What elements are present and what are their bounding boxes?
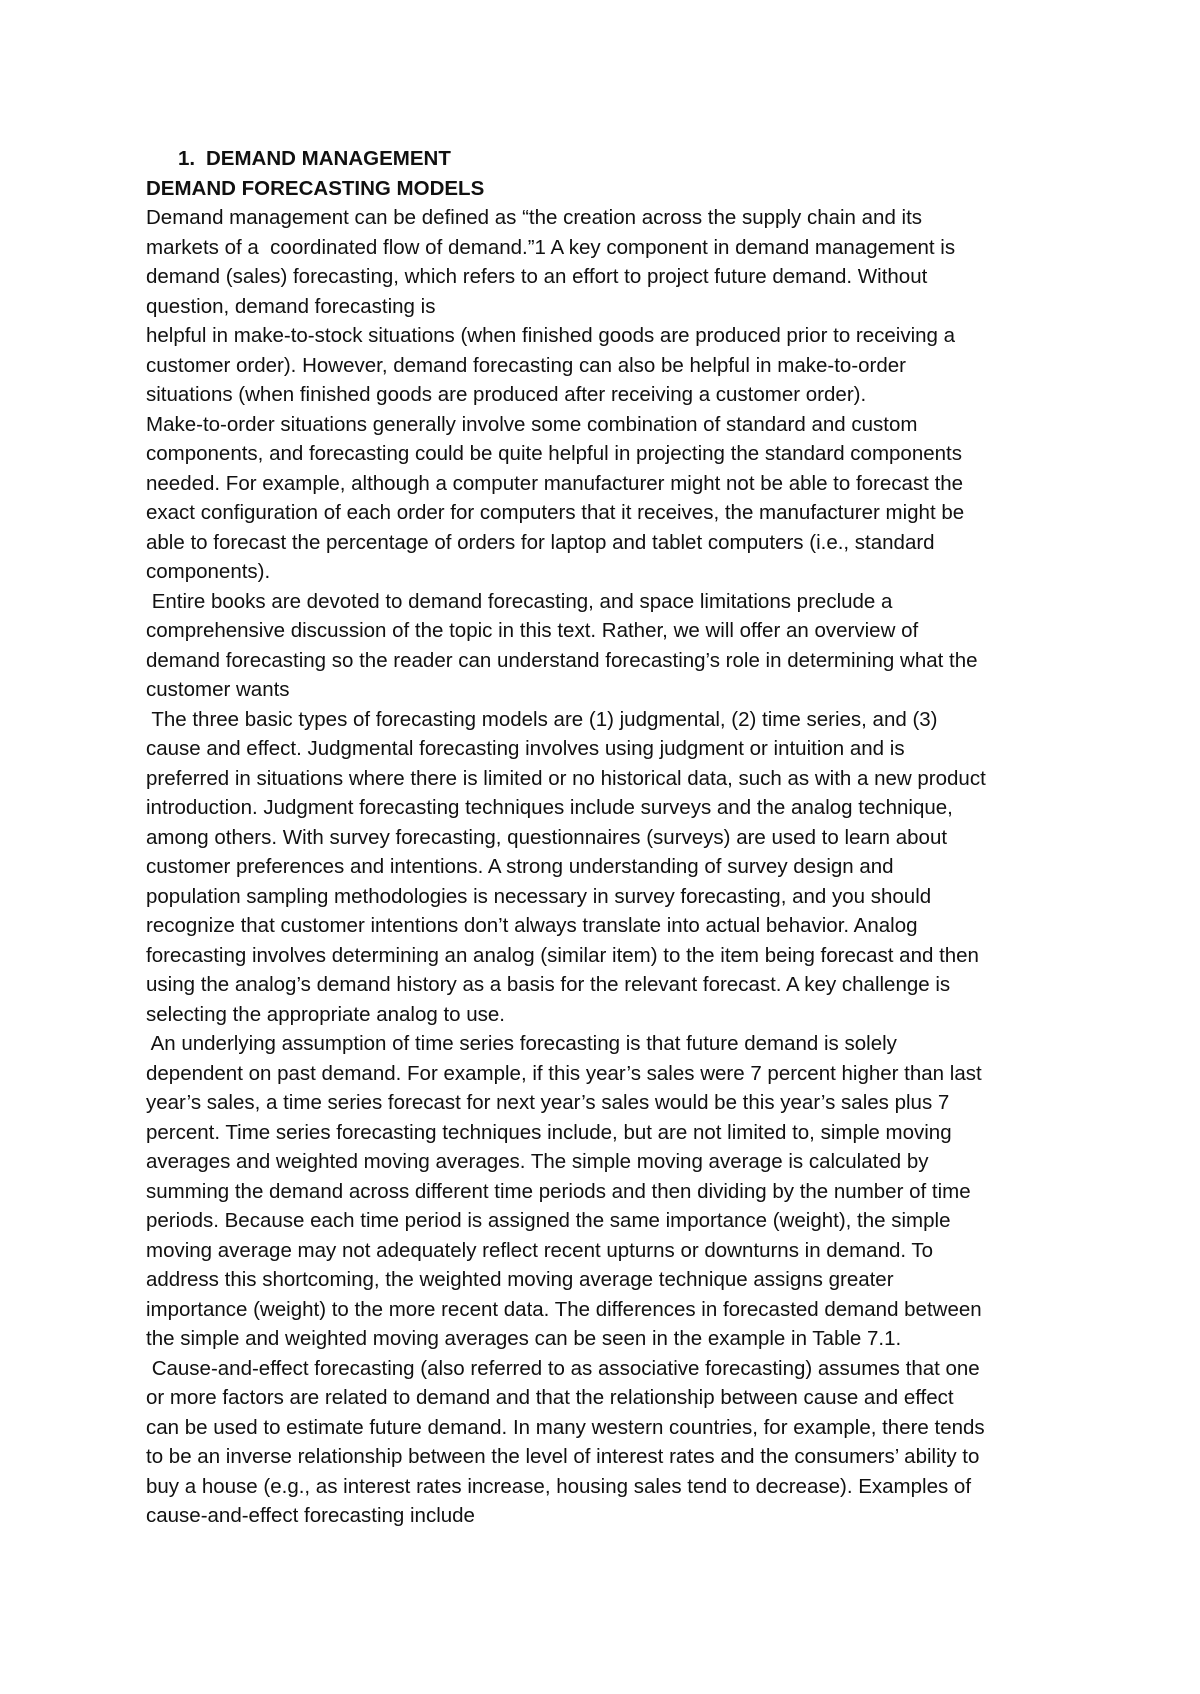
text-line: markets of a coordinated flow of demand.”1 A key component in demand management is <box>146 235 956 259</box>
text-line: among others. With survey forecasting, questionnaires (surveys) are used to learn about <box>146 825 948 849</box>
body-text <box>146 203 1076 1531</box>
text-line: percent. Time series forecasting techniques include, but are not limited to, simple moving <box>146 1120 952 1144</box>
section-number: 1. <box>178 147 196 170</box>
text-line: address this shortcoming, the weighted moving average technique assigns greater <box>146 1268 894 1291</box>
section-title: DEMAND MANAGEMENT <box>206 147 451 170</box>
text-line: Cause-and-effect forecasting (also referred to as associative forecasting) assumes that one <box>146 1356 980 1380</box>
text-line: components). <box>146 560 271 583</box>
text-line: or more factors are related to demand and that the relationship between cause and effect <box>146 1386 954 1409</box>
text-line: customer wants <box>146 678 290 701</box>
text-line: dependent on past demand. For example, if this year’s sales were 7 percent higher than last <box>146 1061 982 1085</box>
text-line: introduction. Judgment forecasting techniques include surveys and the analog technique, <box>146 796 953 819</box>
text-line: The three basic types of forecasting models are (1) judgmental, (2) time series, and (3) <box>146 707 938 731</box>
text-line: population sampling methodologies is necessary in survey forecasting, and you should <box>146 884 932 908</box>
text-line: helpful in make-to-stock situations (when finished goods are produced prior to receiving a <box>146 324 956 347</box>
text-line: situations (when finished goods are produced after receiving a customer order). <box>146 383 867 406</box>
section-heading <box>146 144 1076 174</box>
text-line: selecting the appropriate analog to use. <box>146 1002 506 1026</box>
text-line: customer order). However, demand forecasting can also be helpful in make-to-order <box>146 353 907 377</box>
text-line: Make-to-order situations generally involve some combination of standard and custom <box>146 412 918 436</box>
text-line: demand forecasting so the reader can understand forecasting’s role in determining what the <box>146 648 978 672</box>
text-line: can be used to estimate future demand. In many western countries, for example, there tends <box>146 1415 985 1439</box>
text-line: demand (sales) forecasting, which refers to an effort to project future demand. Without <box>146 265 928 288</box>
text-line: moving average may not adequately reflect recent upturns or downturns in demand. To <box>146 1238 934 1262</box>
text-line: question, demand forecasting is <box>146 294 436 318</box>
text-line: recognize that customer intentions don’t always translate into actual behavior. Analog <box>146 914 918 937</box>
text-line: customer preferences and intentions. A strong understanding of survey design and <box>146 855 894 878</box>
text-line: importance (weight) to the more recent data. The differences in forecasted demand between <box>146 1297 982 1321</box>
document-body <box>146 144 1076 1531</box>
text-line: year’s sales, a time series forecast for next year’s sales would be this year’s sales plus 7 <box>146 1091 950 1114</box>
text-line: An underlying assumption of time series forecasting is that future demand is solely <box>146 1032 897 1055</box>
text-line: cause and effect. Judgmental forecasting involves using judgment or intuition and is <box>146 737 905 760</box>
subsection-heading: DEMAND FORECASTING MODELS <box>146 176 485 200</box>
text-line: needed. For example, although a computer manufacturer might not be able to forecast the <box>146 471 964 495</box>
text-line: cause-and-effect forecasting include <box>146 1504 475 1527</box>
text-line: forecasting involves determining an analog (similar item) to the item being forecast and then <box>146 943 979 967</box>
text-line: periods. Because each time period is assigned the same importance (weight), the simple <box>146 1209 951 1232</box>
text-line: averages and weighted moving averages. The simple moving average is calculated by <box>146 1150 929 1173</box>
text-line: able to forecast the percentage of orders for laptop and tablet computers (i.e., standard <box>146 530 935 554</box>
text-line: exact configuration of each order for computers that it receives, the manufacturer might be <box>146 501 965 524</box>
text-line: Demand management can be defined as “the creation across the supply chain and its <box>146 206 923 229</box>
text-line: components, and forecasting could be quite helpful in projecting the standard components <box>146 442 962 465</box>
text-line: buy a house (e.g., as interest rates increase, housing sales tend to decrease). Examples of <box>146 1474 972 1498</box>
text-line: Entire books are devoted to demand forecasting, and space limitations preclude a <box>146 589 893 613</box>
text-line: to be an inverse relationship between the level of interest rates and the consumers’ ability to <box>146 1445 980 1468</box>
text-line: using the analog’s demand history as a basis for the relevant forecast. A key challenge is <box>146 973 951 996</box>
text-line: comprehensive discussion of the topic in this text. Rather, we will offer an overview of <box>146 619 919 642</box>
text-line: preferred in situations where there is limited or no historical data, such as with a new product <box>146 766 986 790</box>
text-line: the simple and weighted moving averages can be seen in the example in Table 7.1. <box>146 1327 902 1350</box>
text-line: summing the demand across different time periods and then dividing by the number of time <box>146 1179 971 1203</box>
